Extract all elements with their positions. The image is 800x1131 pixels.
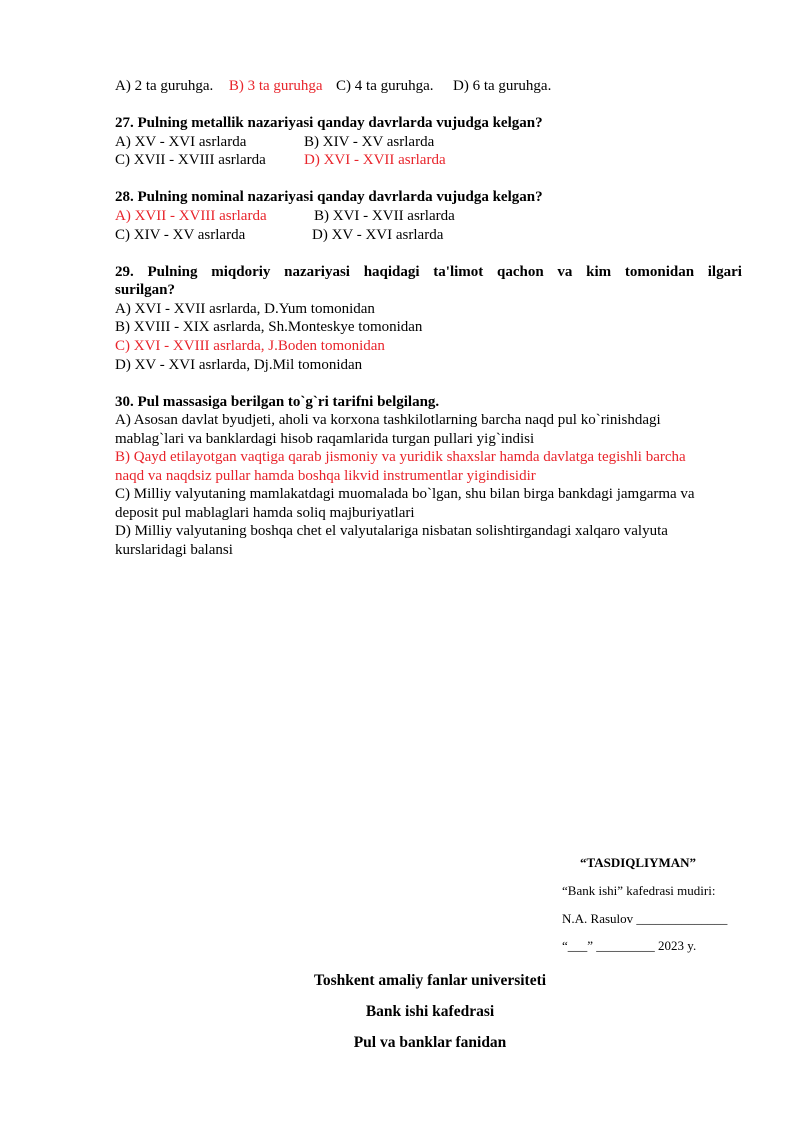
q28-option-d: D) XV - XVI asrlarda: [312, 227, 444, 243]
q26-option-b-correct: B) 3 ta guruhga: [228, 78, 323, 94]
q28-option-b: B) XVI - XVII asrlarda: [314, 208, 455, 224]
q29-option-c-correct: C) XVI - XVIII asrlarda, J.Boden tomonidan: [115, 338, 385, 354]
q27-option-c: C) XVII - XVIII asrlarda: [115, 152, 266, 168]
q30-option-c-line1: C) Milliy valyutaning mamlakatdagi muomalada bo`lgan, shu bilan birga bankdagi jamgarma va: [115, 486, 695, 502]
q29-word: Pulning: [147, 264, 198, 280]
q30-option-a-line1: A) Asosan davlat byudjeti, aholi va korxona tashkilotlarning barcha naqd pul ko`rinishdagi: [115, 412, 661, 428]
q28-title: 28. Pulning nominal nazariyasi qanday davrlarda vujudga kelgan?: [115, 189, 543, 205]
q29-word: ta'limot: [433, 264, 484, 280]
q29-word: kim: [586, 264, 612, 280]
approval-dept-head: “Bank ishi” kafedrasi mudiri:: [562, 883, 716, 898]
q26-option-c: C) 4 ta guruhga.: [336, 78, 434, 94]
q29-word: haqidagi: [363, 264, 420, 280]
q30-option-a-line2: mablag`lari va banklardagi hisob raqamlarida turgan pullari yig`indisi: [115, 431, 535, 447]
q29-option-a: A) XVI - XVII asrlarda, D.Yum tomonidan: [115, 301, 375, 317]
department-name: Bank ishi kafedrasi: [365, 1003, 495, 1020]
q30-option-d-line2: kurslaridagi balansi: [115, 542, 233, 558]
q27-title: 27. Pulning metallik nazariyasi qanday davrlarda vujudga kelgan?: [115, 115, 543, 131]
q29-title-line2: surilgan?: [115, 282, 176, 298]
university-name: Toshkent amaliy fanlar universiteti: [313, 972, 547, 989]
q26-option-d: D) 6 ta guruhga.: [453, 78, 552, 94]
approval-title: “TASDIQLIYMAN”: [580, 855, 697, 870]
q29-word: nazariyasi: [284, 264, 350, 280]
q29-option-d: D) XV - XVI asrlarda, Dj.Mil tomonidan: [115, 357, 363, 373]
q30-option-b-correct-line2: naqd va naqdsiz pullar hamda boshqa likvid instrumentlar yigindisidir: [115, 468, 536, 484]
q29-option-b: B) XVIII - XIX asrlarda, Sh.Monteskye tomonidan: [115, 319, 423, 335]
q30-title: 30. Pul massasiga berilgan to`g`ri tarifni belgilang.: [115, 394, 440, 410]
q28-option-c: C) XIV - XV asrlarda: [115, 227, 246, 243]
subject-name: Pul va banklar fanidan: [353, 1034, 507, 1051]
approval-name-line: N.A. Rasulov ______________: [562, 911, 728, 926]
q26-options: [115, 77, 551, 96]
q29-word: va: [557, 264, 573, 280]
q30-option-d-line1: D) Milliy valyutaning boshqa chet el valyutalariga nisbatan solishtirgandagi xalqaro valyuta: [115, 523, 668, 539]
q30-option-c-line2: deposit pul mablaglari hamda soliq majburiyatlari: [115, 505, 415, 521]
q30-option-b-correct-line1: B) Qayd etilayotgan vaqtiga qarab jismoniy va yuridik shaxslar hamda davlatga tegishli barcha: [115, 449, 686, 465]
q29-word: miqdoriy: [211, 264, 271, 280]
q29-word: qachon: [497, 264, 544, 280]
approval-date-line: “___” _________ 2023 y.: [562, 938, 697, 953]
q29-title-line1: [115, 263, 742, 282]
q29-word: tomonidan: [624, 264, 695, 280]
q27-option-a: A) XV - XVI asrlarda: [115, 134, 247, 150]
q27-option-b: B) XIV - XV asrlarda: [304, 134, 435, 150]
q26-option-a: A) 2 ta guruhga.: [115, 78, 214, 94]
q27-option-d-correct: D) XVI - XVII asrlarda: [304, 152, 446, 168]
q29-word: 29.: [115, 264, 134, 280]
q28-option-a-correct: A) XVII - XVIII asrlarda: [115, 208, 267, 224]
q29-word: ilgari: [707, 264, 742, 280]
